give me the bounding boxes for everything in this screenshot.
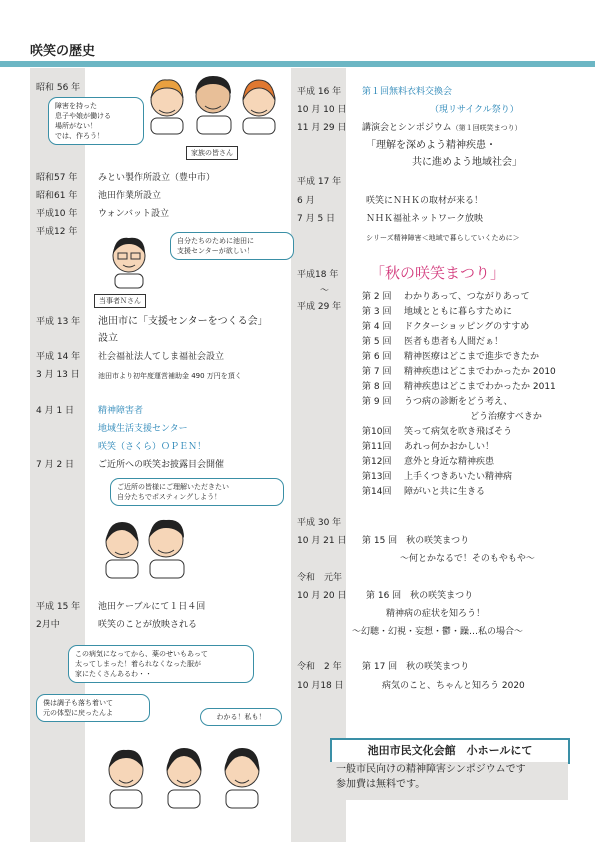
- event-text: 池田市より初年度運営補助金 490 万円を頂く: [98, 372, 242, 380]
- date-jun: 6 月: [297, 196, 315, 206]
- tilde: 〜: [320, 286, 330, 296]
- venue-line: 参加費は無料です。: [336, 779, 426, 790]
- speech-bubble-weight: [68, 645, 254, 683]
- bubble-line: 元の体型に戻ったんよ: [43, 709, 113, 717]
- year-row: 昭和57 年: [36, 173, 78, 183]
- bubble-line: わかる！私も！: [216, 713, 266, 721]
- posting-illustration-icon: [100, 512, 190, 582]
- event-text: 池田作業所設立: [98, 191, 162, 201]
- group-illustration-icon: [100, 740, 270, 812]
- bubble-line: 自分たちのために池田に: [177, 237, 254, 245]
- left-year-column: [30, 68, 85, 842]
- date-oct20: 10 月 20 日: [297, 591, 347, 601]
- event-text: [362, 122, 522, 134]
- event-text: 池田市に「支援センターをつくる会」: [98, 316, 268, 327]
- date-feb: 2月中: [36, 620, 60, 630]
- session-title: 医者も患者も人間だぁ！: [404, 337, 504, 347]
- event-text: 池田ケーブルにて１日４回: [98, 602, 206, 612]
- festival-title: 「秋の咲笑まつり」: [370, 264, 506, 282]
- event-text: ＮＨＫ福祉ネットワーク放映: [366, 214, 484, 224]
- page-title: 咲笑の歴史: [30, 44, 96, 59]
- session-title: 障がいと共に生きる: [404, 487, 486, 497]
- bubble-line: 太ってしまった！着られなくなった服が: [75, 660, 201, 668]
- event-text: ウォンバット設立: [98, 209, 170, 219]
- session-number: 第11回: [362, 442, 392, 452]
- event-text: 社会福祉法人てしま福祉会設立: [98, 352, 225, 362]
- event-text: 咲笑にＮＨＫの取材が来る！: [366, 196, 484, 206]
- year-row: 平成10 年: [36, 209, 78, 219]
- year-h14: 平成 14 年: [36, 352, 81, 362]
- event-text: 咲笑のことが放映される: [98, 620, 198, 630]
- year-h16: 平成 16 年: [297, 87, 342, 97]
- event-text: 第１回無料衣料交換会: [362, 87, 453, 97]
- date-nov29: 11 月 29 日: [297, 123, 347, 133]
- bubble-line: 息子や娘が働ける: [55, 112, 111, 120]
- event-text: 精神障害者: [98, 406, 144, 416]
- speech-bubble-posting: [110, 478, 284, 506]
- date-jul5: 7 月 5 日: [297, 214, 336, 224]
- event-text: 病気のこと、ちゃんと知ろう 2020: [382, 681, 525, 691]
- venue-box-body: [330, 762, 568, 800]
- session-title: 地域とともに暮らすために: [404, 307, 513, 317]
- event-text: 設立: [98, 333, 118, 344]
- header-rule: [0, 61, 595, 67]
- event-text: 第 16 回 秋の咲笑まつり: [366, 591, 474, 601]
- speech-bubble-agree: [200, 708, 282, 726]
- caption-person-n: 当事者Ｎさん: [94, 294, 146, 308]
- date-oct18: 10 月18 日: [297, 681, 344, 691]
- bubble-line: では、作ろう！: [55, 132, 104, 140]
- event-text: 「理解を深めよう精神疾患・: [366, 140, 496, 151]
- person-n-illustration-icon: [107, 232, 151, 290]
- event-text: ご近所への咲笑お披露目会開催: [98, 460, 225, 470]
- session-title: 精神医療はどこまで進歩できたか: [404, 352, 540, 362]
- session-number: 第 7 回: [362, 367, 392, 377]
- event-main: 講演会とシンポジウム: [362, 123, 452, 133]
- caption-family: 家族の皆さん: [186, 146, 238, 160]
- event-text: 〜何とかなるで！そのもやもや〜: [400, 554, 535, 564]
- event-text: みとい製作所設立（豊中市）: [98, 173, 216, 183]
- session-number: 第 3 回: [362, 307, 392, 317]
- bubble-line: 障害を持った: [55, 102, 97, 110]
- session-title: うつ病の診断をどう考え、: [404, 397, 513, 407]
- session-number: 第 4 回: [362, 322, 392, 332]
- event-text: 共に進めよう地域社会」: [412, 157, 522, 168]
- speech-bubble-n: [170, 232, 294, 260]
- session-title: わかりあって、つながりあって: [404, 292, 530, 302]
- date-mar13: 3 月 13 日: [36, 370, 80, 380]
- date-oct21: 10 月 21 日: [297, 536, 347, 546]
- event-note: （第１回咲笑まつり）: [451, 124, 522, 132]
- year-r1: 令和 元年: [297, 573, 343, 583]
- event-text: 〜幻聴・幻視・妄想・鬱・躁…私の場合〜: [352, 627, 524, 637]
- session-title: 上手くつきあいたい精神病: [404, 472, 513, 482]
- bubble-line: 僕は調子も落ち着いて: [43, 699, 113, 707]
- year-row: 昭和61 年: [36, 191, 78, 201]
- year-r2: 令和 2 年: [297, 662, 342, 672]
- bubble-line: ご近所の皆様にご理解いただきたい: [117, 483, 229, 491]
- year-h29: 平成 29 年: [297, 302, 342, 312]
- event-text: 第 17 回 秋の咲笑まつり: [362, 662, 470, 672]
- venue-box-title: 池田市民文化会館 小ホールにて: [330, 738, 570, 764]
- session-number: 第 2 回: [362, 292, 392, 302]
- event-text: 精神病の症状を知ろう！: [386, 609, 486, 619]
- bubble-line: 自分たちでポスティングしよう！: [117, 493, 222, 501]
- bubble-line: この病気になってから、薬のせいもあって: [75, 650, 208, 658]
- year-h17: 平成 17 年: [297, 177, 342, 187]
- session-title: 意外と身近な精神疾患: [404, 457, 495, 467]
- session-number: 第12回: [362, 457, 392, 467]
- session-number: 第 8 回: [362, 382, 392, 392]
- bubble-line: 支援センターが欲しい！: [177, 247, 254, 255]
- event-text: （現リサイクル祭り）: [430, 105, 519, 115]
- session-title: あれっ何かおかしい！: [404, 442, 495, 452]
- year-h18: 平成18 年: [297, 270, 339, 280]
- date-oct10: 10 月 10 日: [297, 105, 347, 115]
- session-title: どう治療すべきか: [470, 412, 542, 422]
- session-number: 第 9 回: [362, 397, 392, 407]
- date-jul2: 7 月 2 日: [36, 460, 75, 470]
- session-title: ドクターショッピングのすすめ: [404, 322, 530, 332]
- session-number: 第 5 回: [362, 337, 392, 347]
- year-row: 平成12 年: [36, 227, 78, 237]
- event-text: 咲笑（さくら）ＯＰＥＮ！: [98, 442, 207, 452]
- year-h30: 平成 30 年: [297, 518, 342, 528]
- session-number: 第14回: [362, 487, 392, 497]
- event-text: 地域生活支援センター: [98, 424, 188, 434]
- family-illustration-icon: [145, 70, 285, 140]
- year-s56: 昭和 56 年: [36, 83, 81, 93]
- year-h13: 平成 13 年: [36, 317, 81, 327]
- session-number: 第13回: [362, 472, 392, 482]
- date-apr1: 4 月 1 日: [36, 406, 75, 416]
- session-title: 精神疾患はどこまでわかったか 2010: [404, 367, 556, 377]
- speech-bubble-back: [36, 694, 150, 722]
- event-text: 第 15 回 秋の咲笑まつり: [362, 536, 470, 546]
- session-number: 第 6 回: [362, 352, 392, 362]
- year-h15: 平成 15 年: [36, 602, 81, 612]
- session-title: 精神疾患はどこまでわかったか 2011: [404, 382, 556, 392]
- bubble-line: 家にたくさんあるわ・・: [75, 670, 152, 678]
- session-title: 笑って病気を吹き飛ばそう: [404, 427, 513, 437]
- bubble-line: 場所がない！: [55, 122, 97, 130]
- venue-line: 一般市民向けの精神障害シンポジウムです: [336, 764, 526, 775]
- speech-bubble-family: [48, 97, 144, 145]
- session-number: 第10回: [362, 427, 392, 437]
- event-text: シリーズ精神障害＜地域で暮らしていくために＞: [366, 234, 520, 242]
